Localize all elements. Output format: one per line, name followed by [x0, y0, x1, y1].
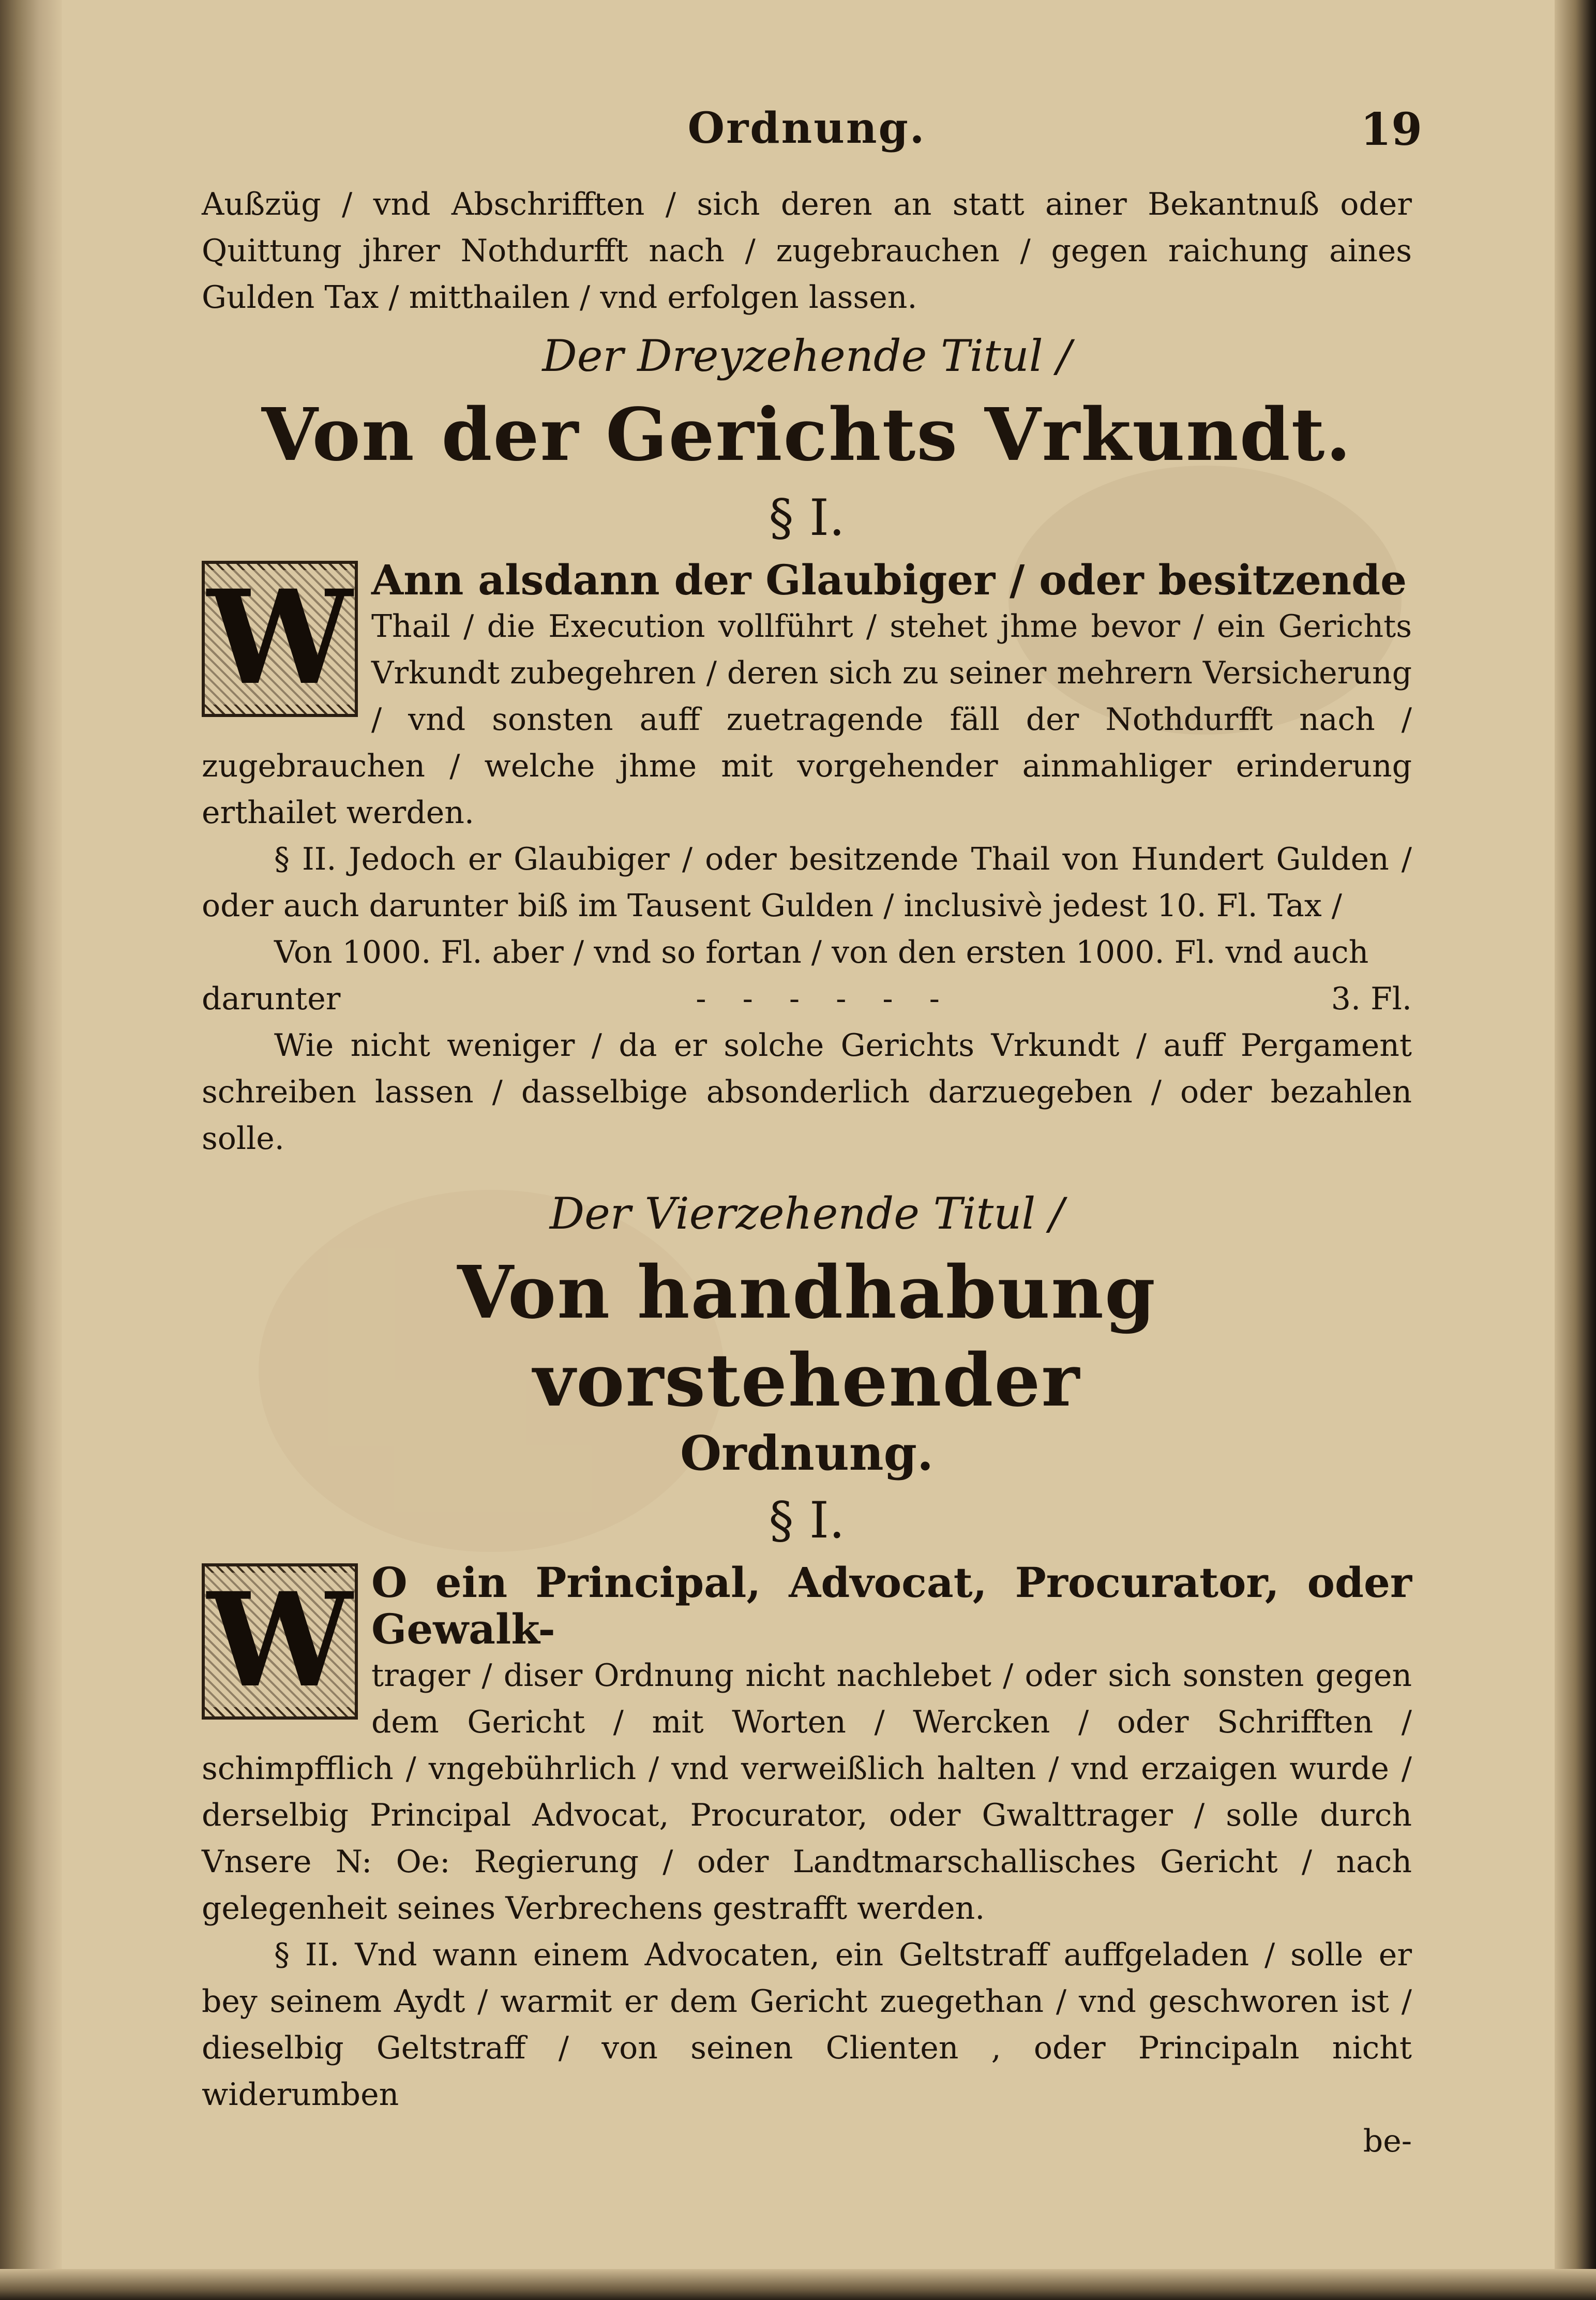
decorated-initial — [202, 1563, 358, 1720]
chapter-14-heading: Der Vierzehende Titul / — [549, 1188, 1064, 1239]
page-bottom-edge — [0, 2269, 1596, 2300]
chapter-14-subject-line-2: Ordnung. — [680, 1425, 933, 1481]
section-lead-text: O ein Principal, Advocat, Procurator, oder Gewalk- — [371, 1558, 1412, 1653]
section-lead-text: Ann alsdann der Glaubiger / oder besitzende — [371, 556, 1407, 604]
section-body-text: Thail / die Execution vollführt / stehet jhme bevor / ein Gerichts Vrkundt zubegehren / deren sich zu seiner mehrern Versicherung / vnd sonsten auff zuetragende fäll der Nothdurfft nach / zugebrauchen / welche jhme mit vorgehender ainmahliger erinderung erthailet werden. — [202, 608, 1412, 831]
tax-value: 3. Fl. — [1331, 981, 1412, 1017]
chapter-14-section-2: § II. Vnd wann einem Advocaten, ein Geltstraff auffgeladen / solle er bey seinem Aydt / warmit er dem Gericht zuegethan / vnd geschworen ist / dieselbig Geltstraff / von seinen Clienten , oder Principaln nicht widerumben — [202, 1937, 1412, 2113]
chapter-13-section-2-closing: Wie nicht weniger / da er solche Gerichts Vrkundt / auff Pergament schreiben lassen / dasselbige absonderlich darzuegeben / oder bezahlen solle. — [202, 1027, 1412, 1157]
running-head — [202, 103, 1422, 181]
intro-paragraph: Außzüg / vnd Abschrifften / sich deren an statt ainer Bekantnuß oder Quittung jhrer Nothdurfft nach / zugebrauchen / gegen raichung aines Gulden Tax / mitthailen / vnd erfolgen lassen. — [202, 186, 1412, 316]
chapter-13-heading: Der Dreyzehende Titul / — [542, 331, 1072, 381]
initial-letter: W — [205, 570, 355, 705]
running-title: Ordnung. — [687, 103, 926, 153]
chapter-13-subject: Von der Gerichts Vrkundt. — [261, 393, 1352, 477]
tax-leader-dashes: ------ — [696, 981, 976, 1017]
chapter-13-section-2: § II. Jedoch er Glaubiger / oder besitzende Thail von Hundert Gulden / oder auch darunter biß im Tausent Gulden / inclusivè jedest 10. Fl. Tax / — [202, 841, 1412, 924]
initial-letter: W — [205, 1573, 355, 1707]
chapter-13-section-2-line: Von 1000. Fl. aber / vnd so fortan / von den ersten 1000. Fl. vnd auch — [274, 934, 1369, 970]
catchword: be- — [1363, 2123, 1412, 2159]
page-number: 19 — [1360, 103, 1422, 156]
chapter-13-section-1 — [202, 557, 1412, 836]
text-block — [202, 103, 1422, 2164]
section-mark: § I. — [769, 489, 845, 547]
tax-label: darunter — [202, 981, 341, 1017]
tax-row — [202, 976, 1412, 1022]
page-right-edge — [1555, 0, 1596, 2300]
section-mark: § I. — [769, 1491, 845, 1549]
chapter-14-subject: Von handhabung vorstehender — [457, 1250, 1156, 1423]
decorated-initial — [202, 561, 358, 717]
chapter-14-section-1 — [202, 1559, 1412, 1932]
section-body-text: trager / diser Ordnung nicht nachlebet / oder sich sonsten gegen dem Gericht / mit Worten / Wercken / oder Schrifften / schimpfflich / vngebührlich / vnd verweißlich halten / vnd erzaigen wurde / derselbig Principal Advocat, Procurator, oder Gwalttrager / solle durch Vnsere N: Oe: Regierung / oder Landtmarschallisches Gericht / nach gelegenheit seines Verbrechens gestrafft werden. — [202, 1657, 1412, 1926]
book-spine-shadow — [0, 0, 62, 2300]
